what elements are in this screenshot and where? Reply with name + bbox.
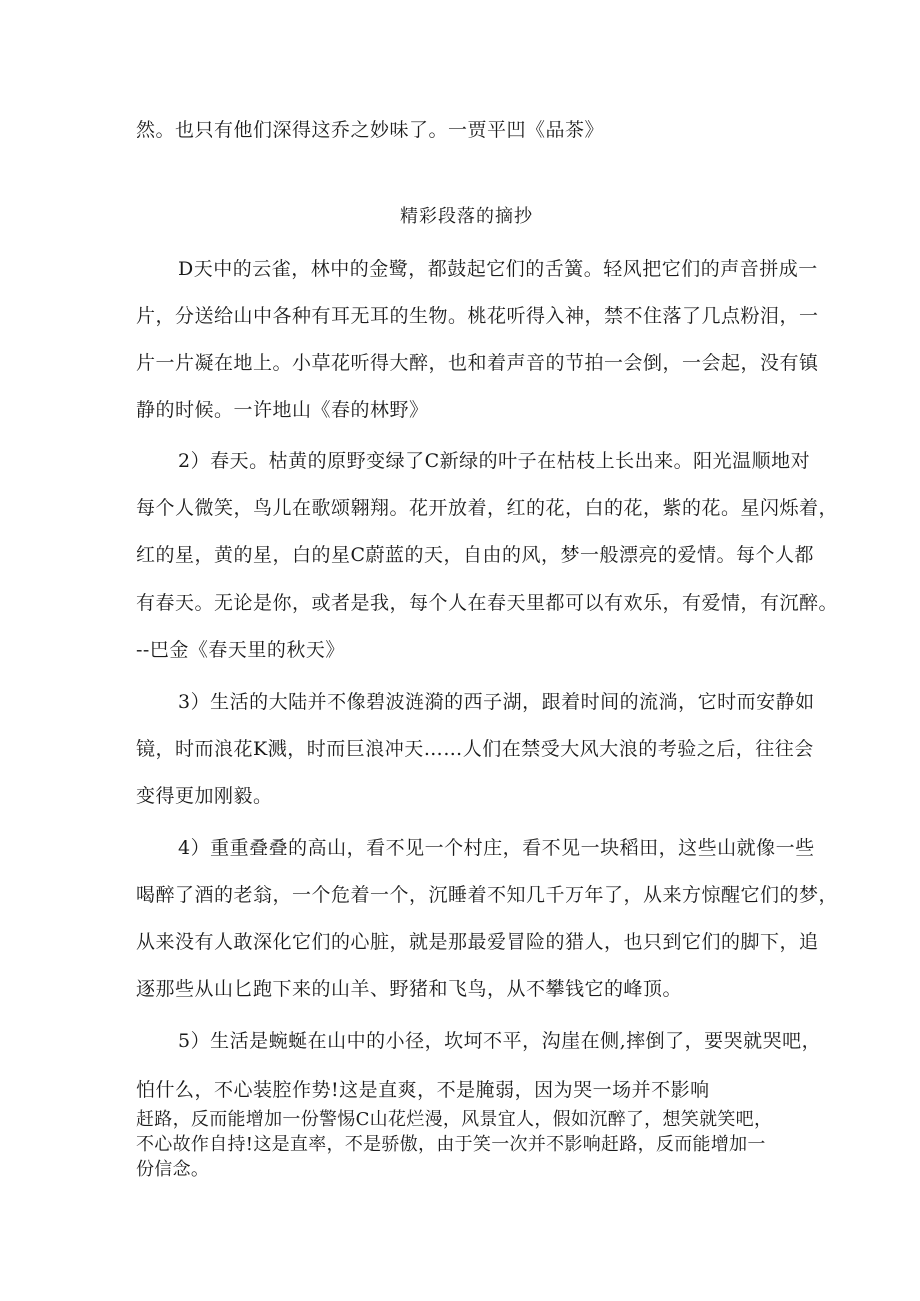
paragraph-line: 变得更加刚毅。 [136,785,273,807]
paragraph-line: 份信念。 [136,1159,210,1180]
paragraph-line: 红的星，黄的星，白的星C蔚蓝的天，自由的风，梦一般漂亮的爱情。每个人都 [136,544,815,566]
paragraph-line: 片，分送给山中各种有耳无耳的生物。桃花听得入神，禁不住落了几点粉泪，一 [136,305,819,327]
paragraph-line: 静的时候。一许地山《春的林野》 [136,399,429,421]
section-heading: 精彩段落的摘抄 [400,206,533,227]
paragraph-line: 4）重重叠叠的高山，看不见一个村庄，看不见一块稻田，这些山就像一些 [178,837,815,859]
paragraph-line: --巴金《春天里的秋天》 [136,639,345,661]
paragraph-line: 5）生活是蜿蜒在山中的小径，坎坷不平，沟崖在侧,摔倒了，要哭就哭吧， [178,1030,822,1052]
paragraph-line: 从来没有人敢深化它们的心脏，就是那最爱冒险的猎人，也只到它们的脚下，追 [136,931,819,953]
paragraph-line: 怕什么，不心装腔作势!这是直爽，不是腌弱，因为哭一场并不影响 [136,1079,710,1101]
paragraph-line: 3）生活的大陆并不像碧波涟漪的西子湖，跟着时间的流淌，它时而安静如 [178,691,815,713]
paragraph-line: 逐那些从山匕跑下来的山羊、野猪和飞鸟，从不攀钱它的峰顶。 [136,978,683,1000]
paragraph-line: 不心故作自持!这是直率，不是骄傲，由于笑一次并不影响赶路，反而能增加一 [136,1134,766,1155]
paragraph-line: 赶路，反而能增加一份警惕C山花烂漫，风景宜人，假如沉醉了，想笑就笑吧， [136,1109,773,1130]
paragraph-line: 2）春天。枯黄的原野变绿了C新绿的叶子在枯枝上长出来。阳光温顺地对 [178,450,811,472]
paragraph-line: 片一片凝在地上。小草花听得大醉，也和着声音的节拍一会倒，一会起，没有镇 [136,352,819,374]
paragraph-line: 有春天。无论是你，或者是我，每个人在春天里都可以有欢乐，有爱情，有沉醉。 [136,592,839,614]
paragraph-line: 镜，时而浪花K溅，时而巨浪冲天……人们在禁受大风大浪的考验之后，往往会 [136,738,814,760]
paragraph-line: D天中的云雀，林中的金鹭，都鼓起它们的舌簧。轻风把它们的声音拼成一 [178,258,818,280]
paragraph-line: 喝醉了酒的老翁，一个危着一个，沉睡着不知几千万年了，从来方惊醒它们的梦， [136,884,839,906]
paragraph-line: 每个人微笑，鸟儿在歌颂翱翔。花开放着，红的花，白的花，紫的花。星闪烁着， [136,497,839,519]
intro-line-1: 然。也只有他们深得这乔之妙味了。一贾平凹《品茶》 [136,119,605,141]
